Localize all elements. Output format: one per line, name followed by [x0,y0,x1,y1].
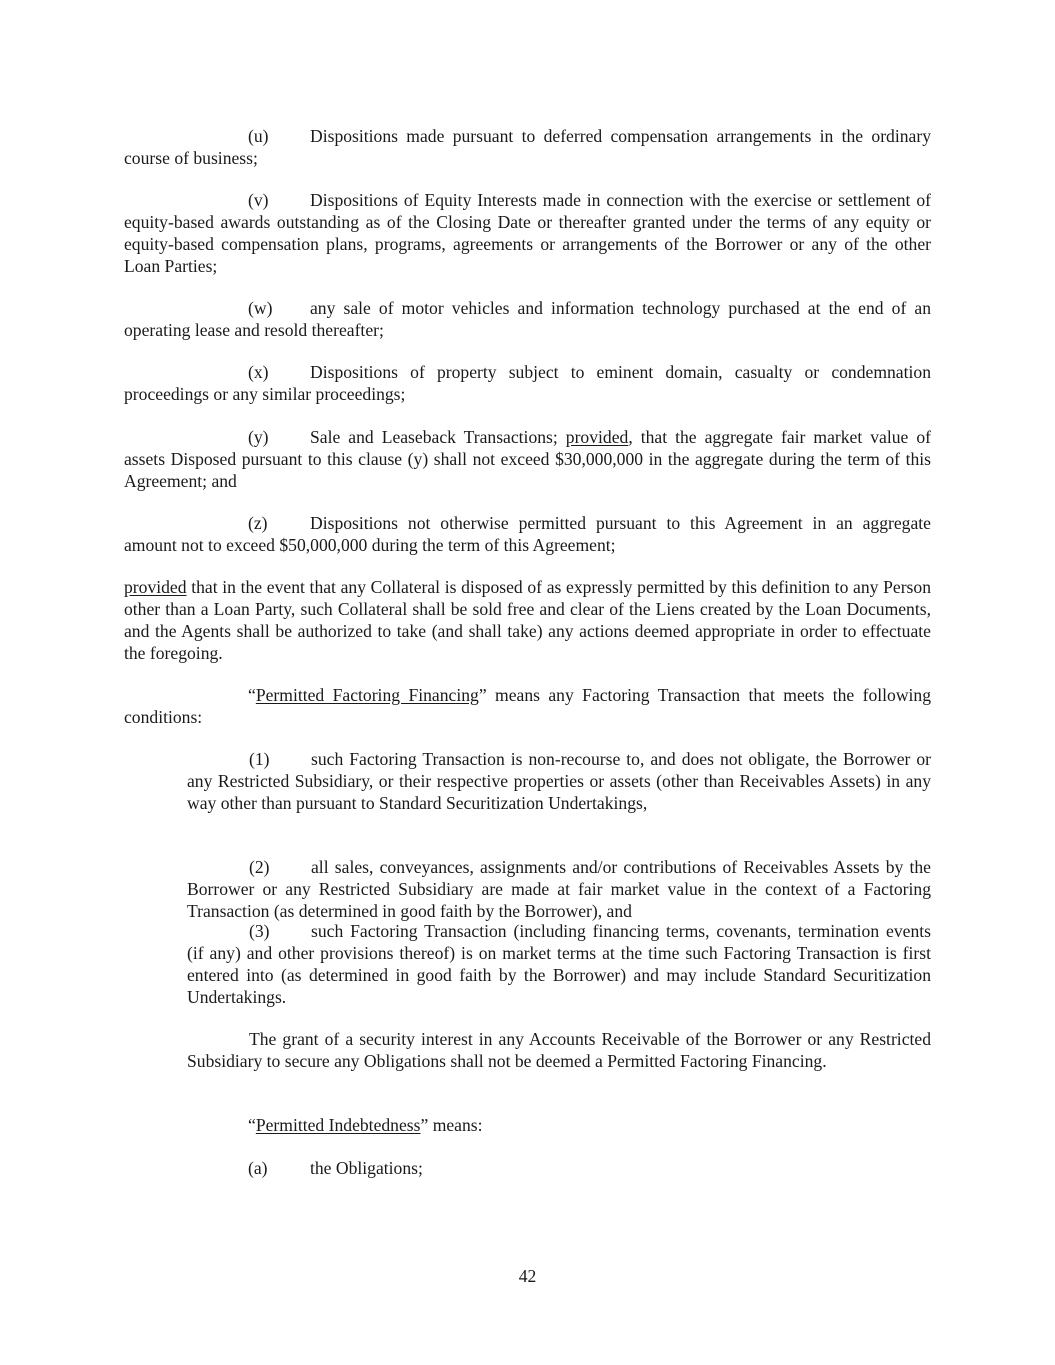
definition-lead-text: ” means any Factoring Transaction that meets the following [478,685,932,705]
clause-v [124,189,931,277]
item-label: (a) [248,1158,268,1178]
condition-label: (1) [249,749,270,769]
grant-paragraph [187,1028,931,1072]
condition-3 [187,920,931,1008]
clause-text-before: Sale and Leaseback Transactions; [310,427,566,447]
definition-lead-text: ” means: [420,1115,483,1135]
clause-label: (w) [248,298,273,318]
condition-text: such Factoring Transaction (including financing terms, covenants, termination events (if any) and other provisions thereof) is on market terms at the time such Factoring Transaction is first entered into (as determined in good faith by the Borrower) and may include Standard Securitization Undertakings. [187,921,931,1007]
open-quote: “ [248,685,256,705]
item-text: the Obligations; [310,1158,423,1178]
defined-term: Permitted Indebtedness [255,1115,421,1135]
condition-1 [187,748,931,814]
clause-u [124,125,931,169]
proviso-paragraph [124,576,931,664]
clause-label: (u) [248,126,269,146]
condition-text: all sales, conveyances, assignments and/or contributions of Receivables Assets by the Borrower or any Restricted Subsidiary are made at fair market value in the context of a Factoring Transaction (as determined in good faith by the Borrower), and [187,857,931,921]
defined-term: Permitted Factoring Financing [255,685,479,705]
clause-text: any sale of motor vehicles and information technology purchased at the end of an operating lease and resold thereafter; [124,298,931,340]
clause-label: (x) [248,362,269,382]
indebtedness-item-a [124,1157,931,1179]
condition-2 [187,856,931,922]
condition-label: (3) [249,921,270,941]
provided-underlined: provided [124,577,187,597]
clause-label: (v) [248,190,269,210]
definition-continuation: conditions: [124,707,203,727]
clause-z [124,512,931,556]
clause-y [124,426,931,492]
grant-text: The grant of a security interest in any Accounts Receivable of the Borrower or any Restricted Subsidiary to secure any Obligations shall not be deemed a Permitted Factoring Financing. [187,1029,931,1071]
condition-text: such Factoring Transaction is non-recourse to, and does not obligate, the Borrower or any Restricted Subsidiary, or their respective properties or assets (other than Receivables Assets) in any way other than pursuant to Standard Securitization Undertakings, [187,749,931,813]
proviso-text: that in the event that any Collateral is disposed of as expressly permitted by this definition to any Person other than a Loan Party, such Collateral shall be sold free and clear of the Liens created by the Loan Documents, and the Agents shall be authorized to take (and shall take) any actions deemed appropriate in order to effectuate the foregoing. [124,577,931,663]
provided-underlined: provided [565,427,629,447]
definition-first-line [124,684,931,706]
clause-label: (y) [248,427,269,447]
clause-text: Dispositions of Equity Interests made in connection with the exercise or settlement of equity-based awards outstanding as of the Closing Date or thereafter granted under the terms of any equity or equity-based compensation plans, programs, agreements or arrangements of the Borrower or any of the other Loan Parties; [124,190,931,276]
clause-label: (z) [248,513,268,533]
clause-x [124,361,931,405]
page-number: 42 [518,1266,537,1286]
definition-permitted-factoring-financing [124,684,931,728]
clause-text: Dispositions not otherwise permitted pursuant to this Agreement in an aggregate amount not to exceed $50,000,000 during the term of this Agreement; [124,513,931,555]
clause-text-after: , that the aggregate fair market value of assets Disposed pursuant to this clause (y) shall not exceed $30,000,000 in the aggregate during the term of this Agreement; and [124,427,931,491]
clause-text: Dispositions of property subject to eminent domain, casualty or condemnation proceedings or any similar proceedings; [124,362,931,404]
open-quote: “ [248,1115,256,1135]
definition-permitted-indebtedness [124,1114,931,1136]
clause-text: Dispositions made pursuant to deferred compensation arrangements in the ordinary course of business; [124,126,931,168]
condition-label: (2) [249,857,270,877]
clause-w [124,297,931,341]
